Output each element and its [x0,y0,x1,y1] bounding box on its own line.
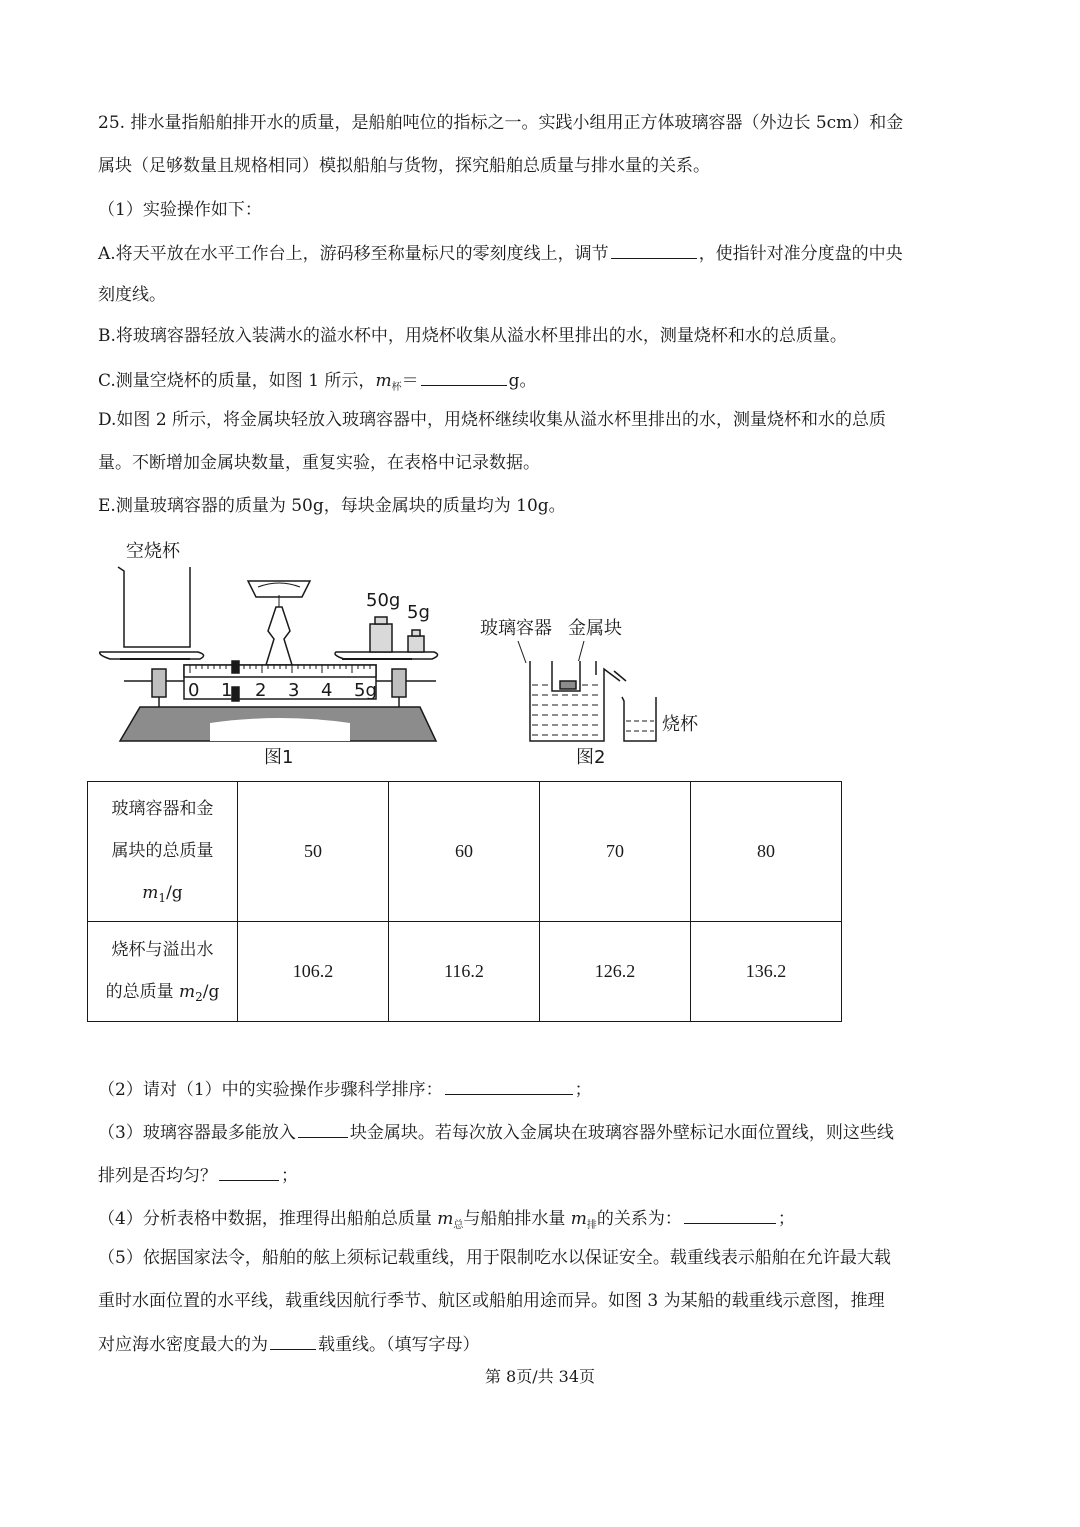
weight-5g-label: 5g [407,602,430,623]
weight-50g [370,624,392,652]
m-displacement-var: m [570,1209,587,1229]
part2-text: （2）请对（1）中的实验操作步骤科学排序： [98,1080,443,1100]
label-glass-container: 玻璃容器 [480,618,552,639]
overflow-figure [480,618,699,768]
m-cup-sub: 杯 [391,382,402,393]
part4 [98,1205,795,1234]
row1-header [88,782,238,922]
table-cell: 136.2 [691,922,842,1022]
data-table [87,781,842,1022]
part3-line-1 [98,1119,894,1145]
part4-text-4: ； [777,1209,795,1229]
part3-text-2: 块金属块。若每次放入金属块在玻璃容器外壁标记水面位置线，则这些线 [349,1123,894,1143]
step-c-text: C.测量空烧杯的质量，如图 1 所示， [98,371,376,391]
table-cell: 60 [389,782,540,922]
answer-blank-3a[interactable] [298,1119,348,1138]
row2-header-line-2 [88,971,237,1014]
m1-sub: 1 [158,891,167,905]
table-cell: 50 [238,782,389,922]
part4-text-1: （4）分析表格中数据，推理得出船舶总质量 [98,1209,438,1229]
tick-1: 1 [221,680,233,701]
part3-text-1: （3）玻璃容器最多能放入 [98,1123,296,1143]
tick-5g: 5g [354,680,377,701]
label-metal-block: 金属块 [568,618,622,639]
tick-0: 0 [188,680,200,701]
part5-line-2: 重时水面位置的水平线，载重线因航行季节、航区或船舶用途而异。如图 3 为某船的载重线示意图，推理 [98,1291,885,1311]
table-cell: 106.2 [238,922,389,1022]
answer-blank-4[interactable] [684,1205,776,1224]
row2-header [88,922,238,1022]
step-d-line-2: 量。不断增加金属块数量，重复实验，在表格中记录数据。 [98,453,540,473]
m-total-var: m [437,1209,454,1229]
row2-header-text: 的总质量 [105,982,179,1002]
part2-end: ； [574,1080,592,1100]
m-total-sub: 总 [453,1220,464,1231]
row1-header-line-1: 玻璃容器和金 [111,799,214,819]
part5-line-1: （5）依据国家法令，船舶的舷上须标记载重线，用于限制吃水以保证安全。载重线表示船舶在允许最大载 [98,1248,891,1268]
table-row [88,922,842,1022]
tick-3: 3 [288,680,300,701]
left-balance-nut [152,669,166,697]
collecting-beaker [622,697,656,741]
row1-header-line-3 [88,872,237,915]
row1-header-line-2: 属块的总质量 [111,841,214,861]
overflow-water [532,685,602,735]
step-d-line-1: D.如图 2 所示，将金属块轻放入玻璃容器中，用烧杯继续收集从溢水杯里排出的水，测量烧杯和水的总质 [98,410,887,430]
balance-figure [100,541,438,768]
answer-blank-c[interactable] [421,367,507,386]
step-a-line-2: 刻度线。 [98,285,166,305]
answer-blank-5[interactable] [270,1331,316,1350]
right-pan [335,652,438,659]
page-footer: 第 8页/共 34页 [484,1367,596,1386]
label-empty-beaker: 空烧杯 [126,541,180,562]
weight-50g-label: 50g [366,590,401,611]
right-balance-nut [392,669,406,697]
answer-blank-2[interactable] [445,1076,573,1095]
step-b: B.将玻璃容器轻放入装满水的溢水杯中，用烧杯收集从溢水杯里排出的水，测量烧杯和水的总质量。 [98,326,847,346]
pointer [266,607,292,665]
figure2-caption: 图2 [576,747,606,768]
row2-header-line-1: 烧杯与溢出水 [111,940,214,960]
part3-text-4: ； [281,1166,298,1186]
step-a-text: A.将天平放在水平工作台上，游码移至称量标尺的零刻度线上，调节 [98,244,609,264]
table-row [88,782,842,922]
table-cell: 70 [540,782,691,922]
m1-unit: /g [166,883,183,903]
equals-sign: ＝ [401,371,419,391]
step-a-text-2: ，使指针对准分度盘的中央 [698,244,903,264]
part3-line-2 [98,1162,298,1188]
step-c [98,367,536,396]
question-line-1: 25. 排水量指船舶排开水的质量，是船舶吨位的指标之一。实践小组用正方体玻璃容器（外边长 5cm）和金 [98,113,904,133]
m1-var: m [142,883,159,903]
tick-2: 2 [255,680,267,701]
table-cell: 80 [691,782,842,922]
part2 [98,1076,592,1102]
m-displacement-sub: 排 [586,1220,597,1231]
part5-line-3 [98,1331,480,1357]
figure1-caption: 图1 [264,747,294,768]
table-cell: 116.2 [389,922,540,1022]
m2-sub: 2 [195,990,203,1004]
label-beaker: 烧杯 [662,714,698,735]
part5-text-1: 对应海水密度最大的为 [98,1335,268,1355]
empty-beaker [118,567,190,647]
table-cell: 126.2 [540,922,691,1022]
answer-blank-a[interactable] [611,240,697,259]
part4-text-3: 的关系为： [596,1209,682,1229]
part3-text-3: 排列是否均匀？ [98,1166,217,1186]
m2-unit: /g [202,982,220,1002]
figures-1-2 [90,535,710,775]
left-pan [100,652,204,659]
unit-g: g。 [508,371,537,391]
weight-5g [408,636,424,652]
rider [232,661,239,673]
m2-var: m [179,982,196,1002]
part4-text-2: 与船舶排水量 [463,1209,571,1229]
part5-text-2: 载重线。（填写字母） [318,1335,480,1355]
answer-blank-3b[interactable] [219,1162,279,1181]
m-cup-var: m [375,371,392,391]
tick-4: 4 [321,680,333,701]
part1-title: （1）实验操作如下： [98,200,262,220]
metal-block [560,681,576,689]
step-e: E.测量玻璃容器的质量为 50g，每块金属块的质量均为 10g。 [98,496,566,516]
question-line-2: 属块（足够数量且规格相同）模拟船舶与货物，探究船舶总质量与排水量的关系。 [98,156,710,176]
step-a-line-1 [98,240,903,266]
